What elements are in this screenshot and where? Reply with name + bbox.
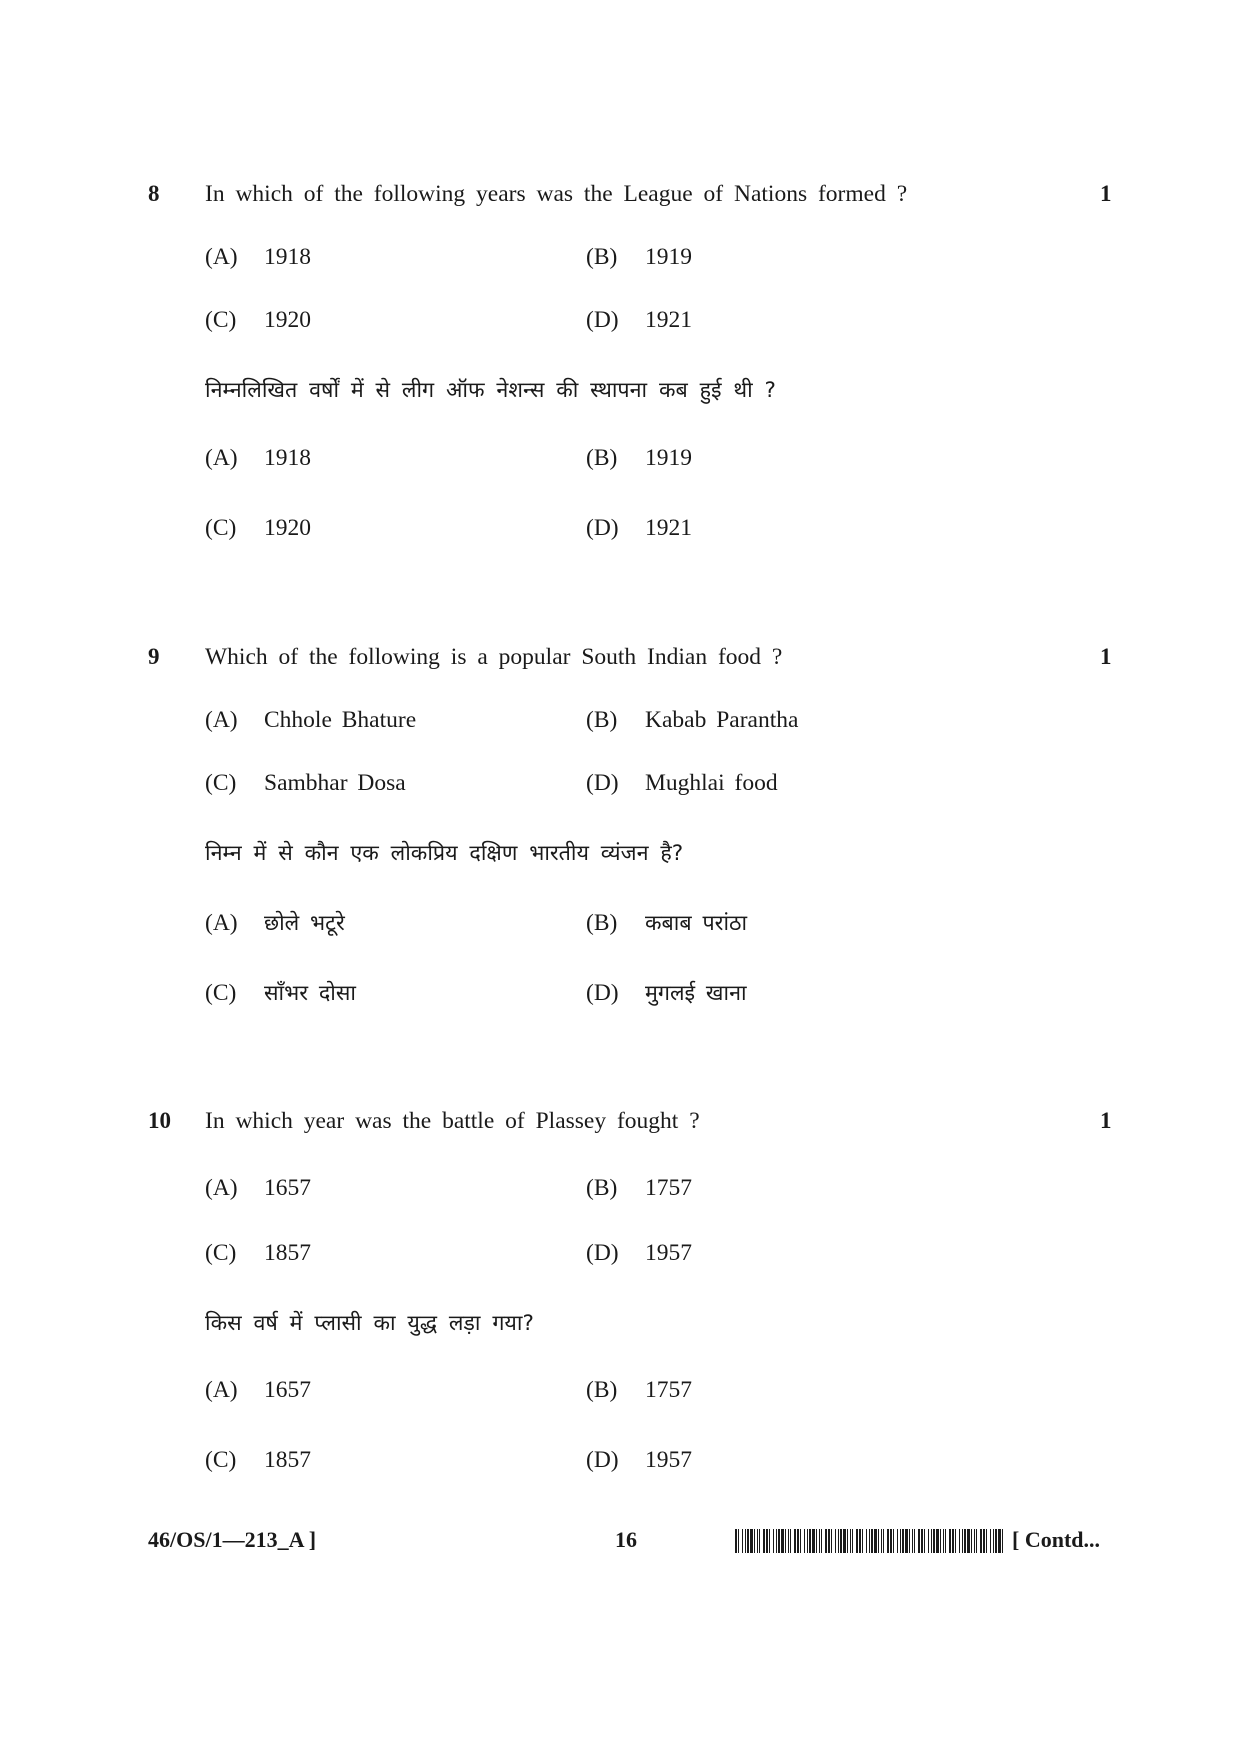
option-text: 1957 [645,1240,692,1266]
option-b [586,707,798,734]
option-d [586,770,778,797]
question-marks: 1 [1100,644,1112,669]
question-marks: 1 [1100,181,1112,206]
option-letter: (B) [586,445,618,471]
option-letter: (D) [586,1447,619,1473]
continued-label: [ Contd... [1012,1527,1101,1552]
option-c [205,307,311,334]
option-letter: (B) [586,244,618,270]
option-d [586,307,692,334]
option-text: 1920 [264,515,311,541]
option-letter: (C) [205,307,237,333]
option-text: 1920 [264,307,311,333]
option-d-hindi [586,1447,692,1474]
option-text: 1919 [645,445,692,471]
option-a [205,1175,311,1202]
option-letter: (C) [205,770,237,796]
option-text: 1918 [264,244,311,270]
option-letter: (B) [586,1377,618,1403]
question-text-english: In which of the following years was the League of Nations formed ? [205,181,908,207]
option-c-hindi [205,978,356,1007]
option-d [586,1240,692,1267]
option-text: Chhole Bhature [264,707,417,733]
option-letter: (A) [205,1175,238,1201]
option-d-hindi [586,978,747,1007]
option-b-hindi [586,445,692,472]
option-letter: (C) [205,980,237,1006]
question-text-hindi: निम्नलिखित वर्षों में से लीग ऑफ नेशन्स की स्थापना कब हुई थी ? [205,378,776,403]
page-footer [0,1527,1241,1557]
option-a [205,244,311,271]
option-text: 1757 [645,1377,692,1403]
option-c-hindi [205,1447,311,1474]
option-letter: (C) [205,1240,237,1266]
option-letter: (B) [586,910,618,936]
question-text-english: Which of the following is a popular South Indian food ? [205,644,783,670]
option-text: मुगलई खाना [645,981,747,1006]
option-text: कबाब परांठा [645,911,748,936]
option-letter: (A) [205,910,238,936]
option-letter: (D) [586,770,619,796]
option-letter: (D) [586,980,619,1006]
option-letter: (A) [205,244,238,270]
option-b-hindi [586,1377,692,1404]
option-letter: (C) [205,1447,237,1473]
option-text: 1921 [645,307,692,333]
option-text: साँभर दोसा [264,981,356,1006]
option-a [205,707,416,734]
option-b [586,244,692,271]
option-text: 1957 [645,1447,692,1473]
question-marks: 1 [1100,1108,1112,1133]
option-letter: (D) [586,515,619,541]
option-text: Kabab Parantha [645,707,799,733]
option-text: 1919 [645,244,692,270]
page-number: 16 [615,1527,637,1552]
option-b [586,1175,692,1202]
option-text: Mughlai food [645,770,778,796]
question-number: 8 [148,181,160,206]
question-text-hindi: निम्न में से कौन एक लोकप्रिय दक्षिण भारतीय व्यंजन है? [205,841,684,866]
option-a-hindi [205,445,311,472]
option-c-hindi [205,515,311,542]
option-text: छोले भटूरे [264,911,345,936]
option-letter: (A) [205,445,238,471]
option-text: 1857 [264,1240,311,1266]
paper-code: 46/OS/1—213_A ] [148,1527,317,1552]
option-letter: (B) [586,1175,618,1201]
option-text: 1918 [264,445,311,471]
option-text: Sambhar Dosa [264,770,406,796]
option-letter: (D) [586,1240,619,1266]
option-text: 1921 [645,515,692,541]
option-a-hindi [205,1377,311,1404]
option-c [205,1240,311,1267]
question-number: 10 [148,1108,171,1133]
option-b-hindi [586,908,747,937]
option-text: 1857 [264,1447,311,1473]
question-text-english: In which year was the battle of Plassey fought ? [205,1108,700,1134]
question-text-hindi: किस वर्ष में प्लासी का युद्ध लड़ा गया? [205,1311,534,1336]
question-number: 9 [148,644,160,669]
option-letter: (D) [586,307,619,333]
option-text: 1657 [264,1377,311,1403]
option-a-hindi [205,908,345,937]
option-text: 1757 [645,1175,692,1201]
option-letter: (C) [205,515,237,541]
option-d-hindi [586,515,692,542]
option-letter: (B) [586,707,618,733]
option-text: 1657 [264,1175,311,1201]
barcode-icon [735,1529,1005,1553]
option-letter: (A) [205,707,238,733]
option-c [205,770,406,797]
option-letter: (A) [205,1377,238,1403]
